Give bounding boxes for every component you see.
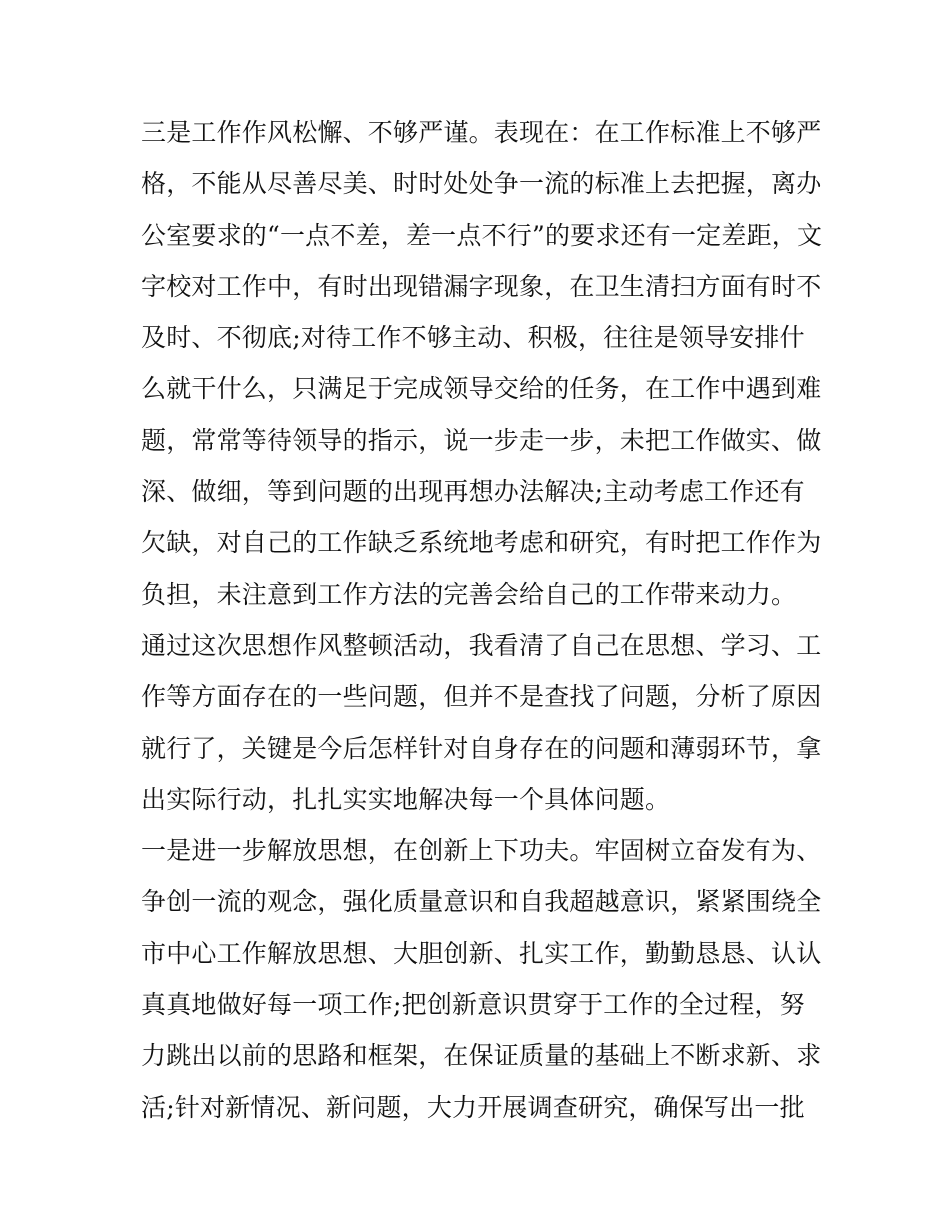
text-line: 就行了，关键是今后怎样针对自身存在的问题和薄弱环节，拿 xyxy=(141,733,822,763)
document-body xyxy=(141,107,831,1133)
text-line: 字校对工作中，有时出现错漏字现象，在卫生清扫方面有时不 xyxy=(141,271,822,301)
text-line: 真真地做好每一项工作;把创新意识贯穿于工作的全过程，努 xyxy=(141,990,805,1020)
text-line: 公室要求的“一点不差，差一点不行”的要求还有一定差距，文 xyxy=(141,220,823,250)
text-line: 格，不能从尽善尽美、时时处处争一流的标准上去把握，离办 xyxy=(141,169,822,199)
text-line: 活;针对新情况、新问题，大力开展调查研究，确保写出一批 xyxy=(141,1092,805,1122)
text-line: 题，常常等待领导的指示，说一步走一步，未把工作做实、做 xyxy=(141,425,822,455)
text-line: 力跳出以前的思路和框架，在保证质量的基础上不断求新、求 xyxy=(141,1041,822,1071)
text-line: 欠缺，对自己的工作缺乏系统地考虑和研究，有时把工作作为 xyxy=(141,528,822,558)
text-line: 市中心工作解放思想、大胆创新、扎实工作，勤勤恳恳、认认 xyxy=(141,938,822,968)
text-line: 争创一流的观念，强化质量意识和自我超越意识，紧紧围绕全 xyxy=(141,887,822,917)
text-line: 么就干什么，只满足于完成领导交给的任务，在工作中遇到难 xyxy=(141,374,822,404)
text-line: 三是工作作风松懈、不够严谨。表现在：在工作标准上不够严 xyxy=(141,118,822,147)
text-line: 一是进一步解放思想，在创新上下功夫。牢固树立奋发有为、 xyxy=(141,836,822,866)
text-line: 及时、不彻底;对待工作不够主动、积极，往往是领导安排什 xyxy=(141,323,805,353)
text-line: 负担，未注意到工作方法的完善会给自己的工作带来动力。 xyxy=(141,579,797,609)
text-line: 通过这次思想作风整顿活动，我看清了自己在思想、学习、工 xyxy=(141,630,822,660)
text-line: 深、做细，等到问题的出现再想办法解决;主动考虑工作还有 xyxy=(141,477,805,507)
text-line: 出实际行动，扎扎实实地解决每一个具体问题。 xyxy=(141,784,671,814)
text-line: 作等方面存在的一些问题，但并不是查找了问题，分析了原因 xyxy=(141,682,822,712)
